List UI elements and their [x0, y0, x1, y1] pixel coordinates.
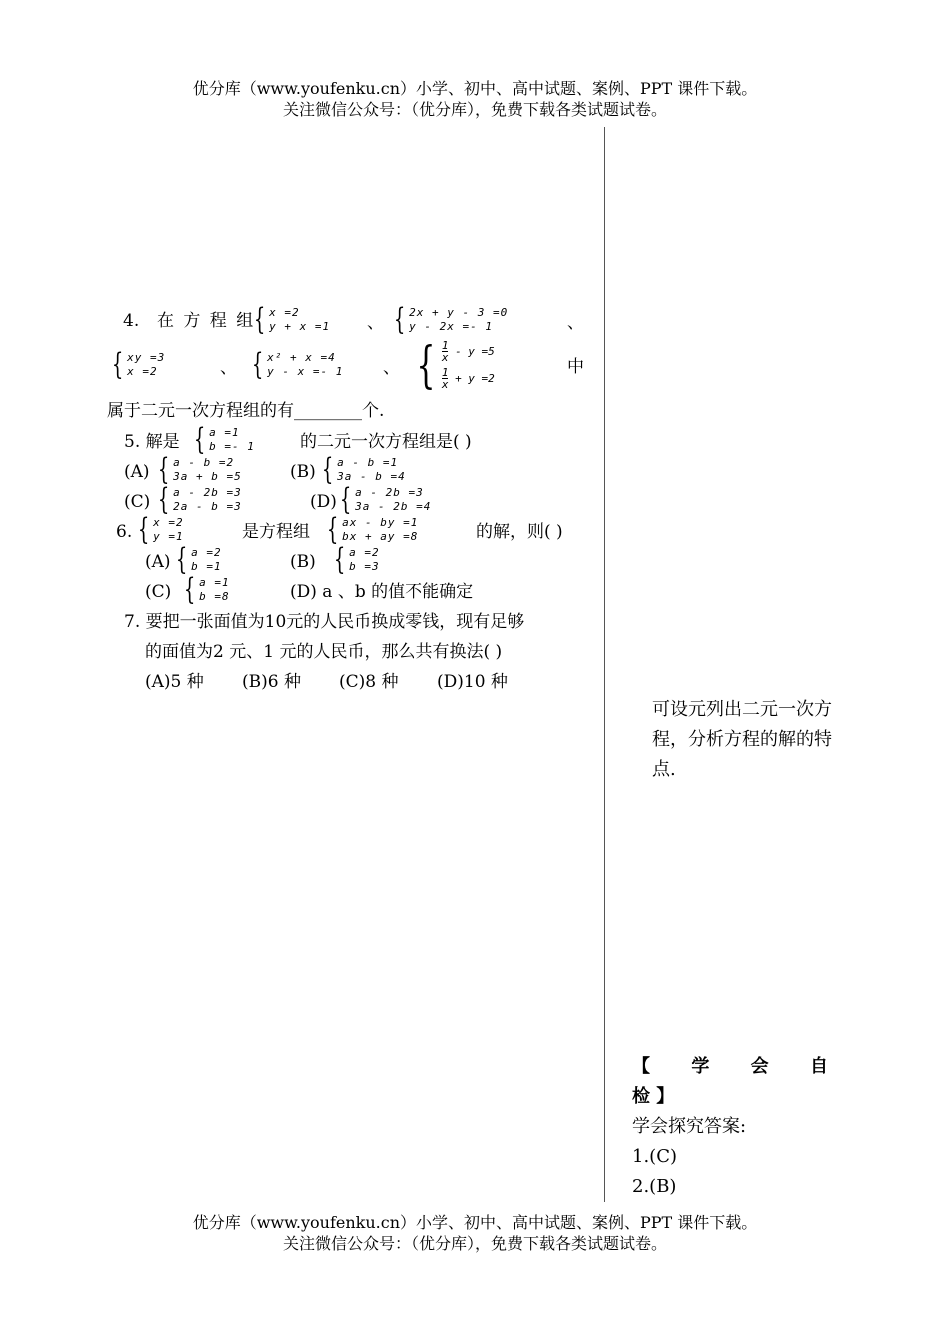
q5-option-c-label: (C): [124, 492, 151, 512]
brace-icon: {: [253, 302, 266, 337]
title-char-4: 自: [809, 1056, 828, 1077]
q4-separator-3: 、: [220, 358, 237, 378]
column-divider: [604, 127, 605, 1202]
brace-icon: {: [251, 347, 264, 382]
footer-line-2: 关注微信公众号：（优分库），免费下载各类试题试卷。: [282, 1234, 667, 1253]
title-line-2: 检 】: [632, 1086, 675, 1107]
q4-separator-1: 、: [367, 313, 384, 333]
q4-separator-2: 、: [567, 313, 584, 333]
page-header: [0, 78, 950, 120]
page-footer: [0, 1212, 950, 1254]
q7-line-2: 的面值为2 元、1 元的人民币，那么共有换法( ): [145, 642, 503, 662]
q4-line-2: 属于二元一次方程组的有________个.: [107, 401, 385, 421]
brace-icon: {: [416, 336, 436, 394]
q7-option-b: (B)6 种: [242, 672, 301, 692]
q7-option-d: (D)10 种: [437, 672, 508, 692]
q5-option-d-label: (D): [310, 492, 337, 512]
q6-number: 6.: [116, 522, 133, 542]
q5-option-d: { a - 2b =3 3a - 2b =4: [339, 482, 432, 517]
q6-option-c-label: (C): [145, 582, 172, 602]
header-line-1: 优分库（www.youfenku.cn）小学、初中、高中试题、案例、PPT 课件下载。: [192, 79, 758, 98]
q4-lead: 在 方 程 组: [157, 311, 256, 331]
q5-option-c: { a - 2b =3 2a - b =3: [157, 482, 242, 517]
q6-system: { ax - by =1 bx + ay =8: [326, 512, 419, 547]
q5-solution: { a =1 b =- 1: [193, 422, 255, 457]
q5-stem-a: 5. 解是: [124, 432, 180, 452]
answers-block: [632, 1112, 746, 1202]
header-line-2: 关注微信公众号：（优分库），免费下载各类试题试卷。: [282, 100, 667, 119]
brace-icon: {: [193, 422, 206, 457]
q7-option-c: (C)8 种: [339, 672, 399, 692]
hint-line-1: 可设元列出二元一次方: [652, 699, 832, 720]
q4-system-2: { 2x + y - 3 =0 y - 2x =- 1: [393, 302, 509, 337]
brace-icon: {: [175, 542, 188, 577]
q5-option-a-label: (A): [124, 462, 150, 482]
brace-icon: {: [137, 512, 150, 547]
brace-icon: {: [393, 302, 406, 337]
section-title: [632, 1052, 828, 1112]
q6-stem-b: 是方程组: [242, 522, 310, 542]
brace-icon: {: [157, 452, 170, 487]
sidebar-hint: [652, 695, 832, 785]
q6-option-a: { a =2 b =1: [175, 542, 222, 577]
q6-option-b-label: (B): [290, 552, 316, 572]
q5-option-b: { a - b =1 3a - b =4: [321, 452, 406, 487]
q4-system-3: { xy =3 x =2: [111, 347, 166, 382]
title-char-2: 学: [691, 1056, 710, 1077]
q7-option-a: (A)5 种: [145, 672, 204, 692]
q4-system-4: { x² + x =4 y - x =- 1: [251, 347, 344, 382]
q6-solution: { x =2 y =1: [137, 512, 184, 547]
brace-icon: {: [333, 542, 346, 577]
q6-option-d: (D) a 、b 的值不能确定: [290, 582, 474, 602]
q6-option-b: { a =2 b =3: [333, 542, 380, 577]
q6-option-a-label: (A): [145, 552, 171, 572]
brace-icon: {: [183, 572, 196, 607]
answer-1: 1.(C): [632, 1146, 677, 1167]
footer-line-1: 优分库（www.youfenku.cn）小学、初中、高中试题、案例、PPT 课件下载。: [192, 1213, 758, 1232]
q4-system-1: { x =2 y + x =1: [253, 302, 331, 337]
title-char-1: 【: [632, 1056, 650, 1077]
hint-line-2: 程，分析方程的解的特: [652, 729, 832, 750]
q5-option-b-label: (B): [290, 462, 316, 482]
q6-option-c: { a =1 b =8: [183, 572, 230, 607]
q4-zhong: 中: [567, 357, 584, 377]
q4-number: 4.: [123, 311, 140, 331]
hint-line-3: 点.: [652, 759, 676, 780]
brace-icon: {: [111, 347, 124, 382]
brace-icon: {: [339, 482, 352, 517]
q4-system-5: { $\frac{1}{x}$ - y =5 $\frac{1}{x}$ + y =2: [416, 336, 495, 394]
q4-separator-4: 、: [383, 358, 400, 378]
brace-icon: {: [157, 482, 170, 517]
answers-title: 学会探究答案:: [632, 1116, 747, 1137]
q7-line-1: 7. 要把一张面值为10元的人民币换成零钱，现有足够: [124, 612, 525, 632]
q5-option-a: { a - b =2 3a + b =5: [157, 452, 242, 487]
q6-stem-c: 的解，则( ): [476, 522, 563, 542]
brace-icon: {: [321, 452, 334, 487]
title-char-3: 会: [750, 1056, 769, 1077]
brace-icon: {: [326, 512, 339, 547]
q5-stem-b: 的二元一次方程组是( ): [300, 432, 472, 452]
answer-2: 2.(B): [632, 1176, 677, 1197]
